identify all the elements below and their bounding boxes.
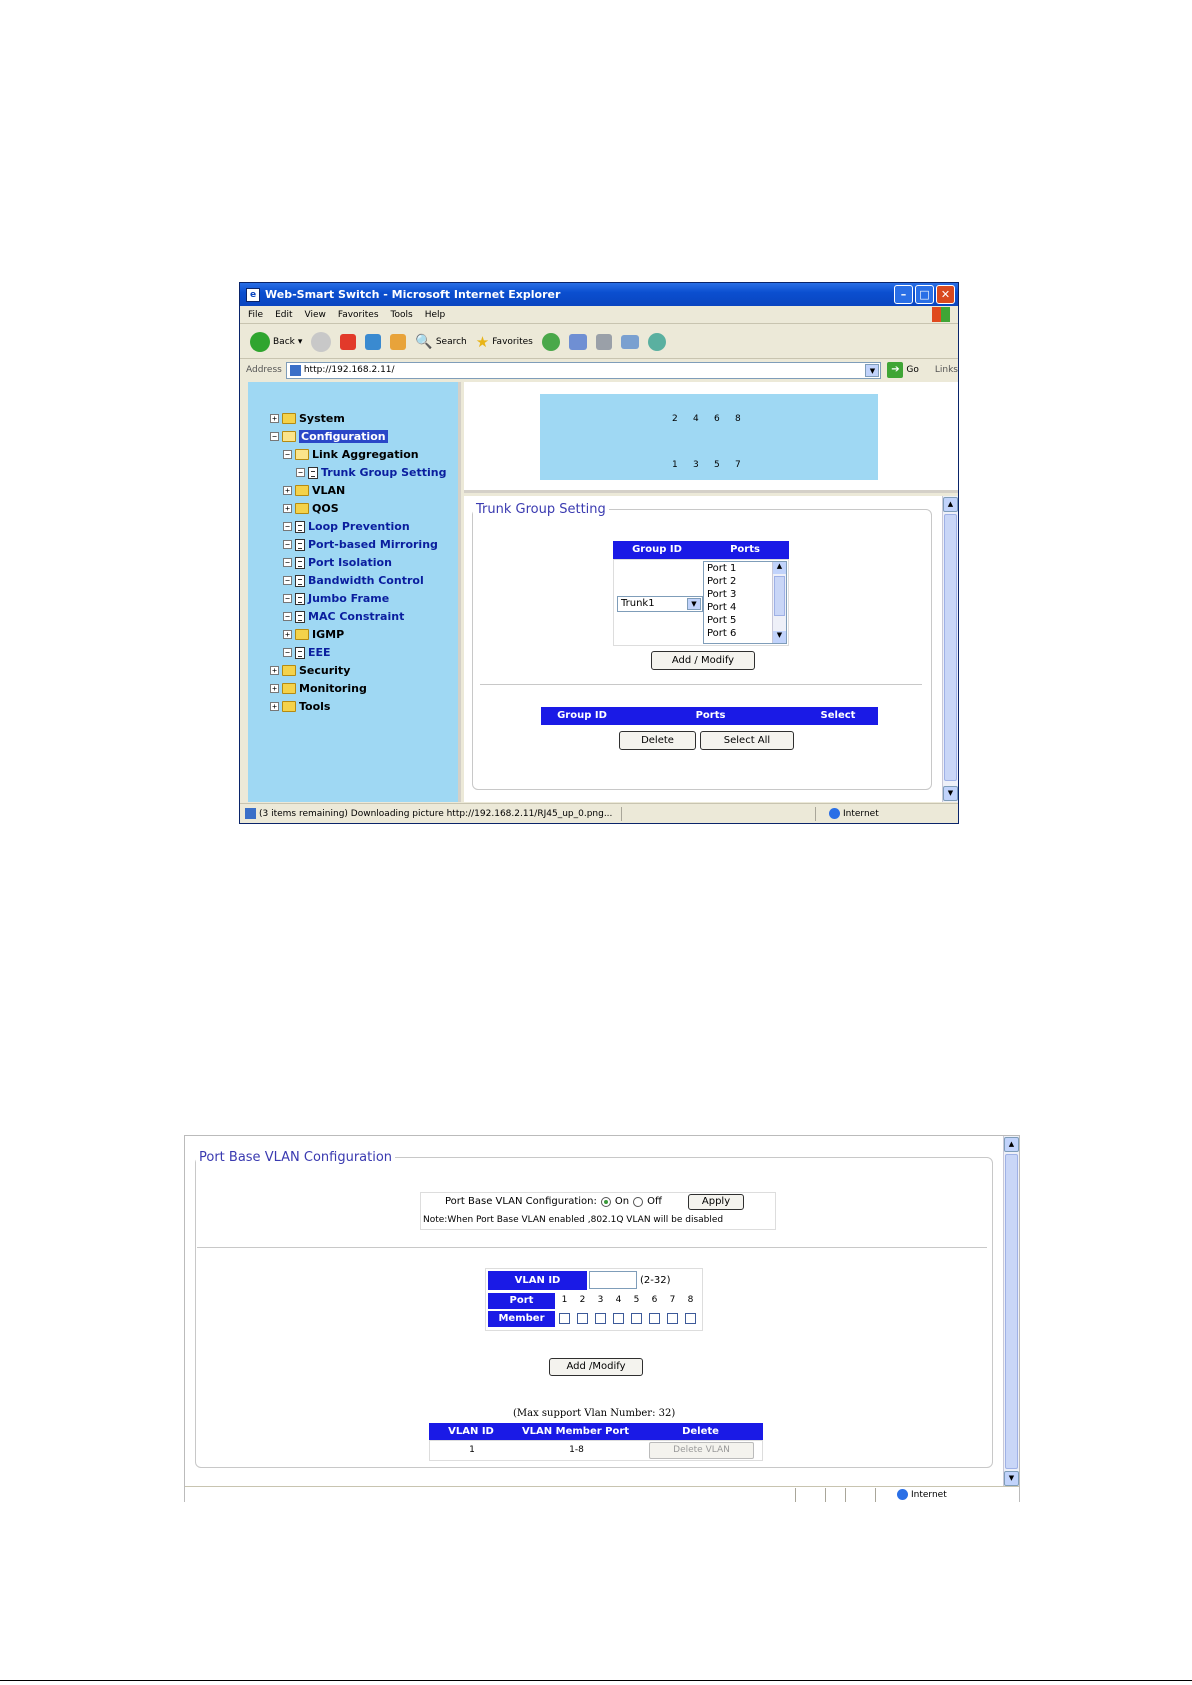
- select-all-button[interactable]: Select All: [700, 731, 794, 750]
- port-label-5[interactable]: 5: [714, 460, 720, 470]
- group-id-header: Group ID: [613, 541, 701, 559]
- search-label: Search: [435, 336, 467, 347]
- globe-icon: [829, 808, 840, 819]
- divider: [480, 684, 922, 685]
- tree-jumbo-frame[interactable]: − Jumbo Frame: [283, 592, 389, 605]
- print-icon[interactable]: [596, 334, 612, 350]
- vlan-config-row: [445, 1196, 662, 1207]
- tree-monitoring[interactable]: + Monitoring: [270, 682, 367, 695]
- page-icon: [295, 647, 305, 659]
- status-text: (3 items remaining) Downloading picture http://192.168.2.11/RJ45_up_0.png...: [259, 808, 613, 819]
- collapse-icon[interactable]: −: [283, 522, 292, 531]
- vlan-id-input[interactable]: [589, 1271, 637, 1289]
- menu-tools[interactable]: Tools: [390, 309, 413, 320]
- collapse-icon[interactable]: −: [296, 468, 305, 477]
- expand-icon[interactable]: +: [283, 504, 292, 513]
- browser-toolbar: [240, 325, 958, 359]
- apply-button[interactable]: Apply: [688, 1194, 744, 1210]
- port-number-4: 4: [615, 1295, 622, 1305]
- port-number-2: 2: [579, 1295, 586, 1305]
- delete-button[interactable]: Delete: [619, 731, 696, 750]
- tree-configuration[interactable]: − Configuration: [270, 430, 388, 443]
- port-label: Port: [488, 1293, 555, 1309]
- address-bar: [240, 360, 958, 380]
- port-label-1[interactable]: 1: [672, 460, 678, 470]
- row-vlan-id: 1: [469, 1445, 475, 1455]
- collapse-icon[interactable]: −: [283, 450, 292, 459]
- divider: [197, 1247, 987, 1248]
- scroll-thumb[interactable]: [1005, 1154, 1018, 1469]
- star-icon: ★: [475, 332, 490, 351]
- collapse-icon[interactable]: −: [283, 612, 292, 621]
- folder-icon: [295, 503, 309, 514]
- max-vlan-note: (Max support Vlan Number: 32): [513, 1408, 676, 1419]
- vlan-id-range: (2-32): [640, 1275, 671, 1286]
- close-button[interactable]: ✕: [936, 285, 955, 304]
- port-status-frame: [464, 382, 958, 493]
- group-id-select[interactable]: [617, 596, 703, 612]
- tree-system[interactable]: + System: [270, 412, 345, 425]
- member-checkbox-1[interactable]: [559, 1313, 570, 1324]
- radio-on-label: On: [614, 1196, 630, 1207]
- edit-icon[interactable]: [621, 335, 639, 349]
- tree-port-mirroring[interactable]: − Port-based Mirroring: [283, 538, 438, 551]
- page-icon: [295, 557, 305, 569]
- forward-button[interactable]: [311, 332, 331, 352]
- port-option[interactable]: Port 6: [707, 628, 737, 639]
- table-row: [429, 1440, 763, 1461]
- tree-security[interactable]: + Security: [270, 664, 350, 677]
- menu-favorites[interactable]: Favorites: [337, 309, 379, 320]
- tree-trunk-group-setting[interactable]: − Trunk Group Setting: [296, 466, 446, 479]
- messenger-icon[interactable]: [648, 333, 666, 351]
- page-icon: [290, 365, 301, 376]
- tree-tools[interactable]: + Tools: [270, 700, 330, 713]
- scroll-down-icon[interactable]: ▼: [1004, 1471, 1019, 1486]
- vlan-window: [184, 1135, 1020, 1502]
- list-select-header: Select: [798, 707, 878, 725]
- menu-edit[interactable]: Edit: [275, 309, 293, 320]
- windows-flag-icon: [932, 307, 950, 322]
- port-number-3: 3: [597, 1295, 604, 1305]
- folder-icon: [282, 683, 296, 694]
- collapse-icon[interactable]: −: [270, 432, 279, 441]
- page-icon: [295, 521, 305, 533]
- back-arrow-icon: [250, 332, 270, 352]
- tree-loop-prevention[interactable]: − Loop Prevention: [283, 520, 410, 533]
- menu-file[interactable]: File: [248, 309, 264, 320]
- collapse-icon[interactable]: −: [283, 648, 292, 657]
- page-icon: [295, 611, 305, 623]
- status-divider: [875, 1488, 876, 1502]
- status-divider: [795, 1488, 796, 1502]
- back-button[interactable]: Back ▾: [250, 332, 302, 352]
- status-divider: [815, 807, 816, 821]
- port-number-7: 7: [669, 1295, 676, 1305]
- collapse-icon[interactable]: −: [283, 558, 292, 567]
- member-checkbox-8[interactable]: [685, 1313, 696, 1324]
- folder-icon: [282, 701, 296, 712]
- ports-listbox[interactable]: [703, 561, 787, 644]
- vlan-config-label: Port Base VLAN Configuration:: [445, 1196, 597, 1207]
- mail-icon[interactable]: [569, 334, 587, 350]
- back-label: Back: [273, 336, 295, 347]
- zone-indicator: [897, 1489, 947, 1500]
- vlan-id-label: VLAN ID: [488, 1271, 587, 1290]
- tree-vlan[interactable]: + VLAN: [283, 484, 345, 497]
- collapse-icon[interactable]: −: [283, 576, 292, 585]
- address-input[interactable]: [286, 362, 882, 379]
- search-icon: 🔍: [415, 333, 433, 350]
- zone-indicator: [829, 808, 879, 819]
- port-option[interactable]: Port 5: [707, 615, 737, 626]
- member-checkbox-6[interactable]: [649, 1313, 660, 1324]
- folder-icon: [295, 629, 309, 640]
- status-bar: [240, 803, 958, 823]
- maximize-button[interactable]: □: [915, 285, 934, 304]
- ie-page-icon: e: [246, 288, 260, 302]
- port-number-6: 6: [651, 1295, 658, 1305]
- col-member-port: VLAN Member Port: [513, 1423, 638, 1440]
- scroll-up-icon[interactable]: ▲: [943, 497, 958, 512]
- refresh-icon[interactable]: [365, 334, 381, 350]
- window-title: Web-Smart Switch - Microsoft Internet Explorer: [265, 288, 561, 301]
- tree-port-isolation[interactable]: − Port Isolation: [283, 556, 392, 569]
- open-folder-icon: [282, 431, 296, 442]
- minimize-button[interactable]: –: [894, 285, 913, 304]
- page-icon: [295, 575, 305, 587]
- expand-icon[interactable]: +: [270, 666, 279, 675]
- port-label-4[interactable]: 4: [693, 414, 699, 424]
- tree-link-aggregation[interactable]: − Link Aggregation: [283, 448, 419, 461]
- title-bar: [240, 283, 958, 306]
- address-label: Address: [246, 365, 282, 375]
- list-ports-header: Ports: [623, 707, 798, 725]
- status-divider: [621, 807, 622, 821]
- folder-icon: [282, 413, 296, 424]
- list-group-id-header: Group ID: [541, 707, 623, 725]
- expand-icon[interactable]: +: [283, 486, 292, 495]
- vlan-add-modify-button[interactable]: Add /Modify: [549, 1358, 643, 1376]
- status-divider: [825, 1488, 826, 1502]
- page-icon: [295, 539, 305, 551]
- member-checkbox-3[interactable]: [595, 1313, 606, 1324]
- expand-icon[interactable]: +: [270, 702, 279, 711]
- search-button[interactable]: [415, 334, 466, 350]
- vlan-legend: Port Base VLAN Configuration: [199, 1150, 393, 1165]
- delete-vlan-button[interactable]: Delete VLAN: [649, 1442, 754, 1459]
- folder-icon: [282, 665, 296, 676]
- add-modify-button[interactable]: Add / Modify: [651, 651, 755, 670]
- collapse-icon[interactable]: −: [283, 540, 292, 549]
- port-label-3[interactable]: 3: [693, 460, 699, 470]
- tree-igmp[interactable]: + IGMP: [283, 628, 344, 641]
- radio-off[interactable]: [633, 1197, 643, 1207]
- main-frame: [464, 496, 958, 802]
- port-option[interactable]: Port 1: [707, 563, 737, 574]
- port-label-8[interactable]: 8: [735, 414, 741, 424]
- row-member-port: 1-8: [569, 1445, 584, 1455]
- zone-label: Internet: [911, 1489, 947, 1500]
- port-label-2[interactable]: 2: [672, 414, 678, 424]
- nav-frame: [248, 382, 461, 802]
- radio-off-label: Off: [647, 1196, 662, 1207]
- main-scrollbar[interactable]: [942, 496, 958, 802]
- listbox-scrollbar[interactable]: [772, 562, 786, 643]
- folder-icon: [295, 485, 309, 496]
- port-number-1: 1: [561, 1295, 568, 1305]
- chevron-down-icon[interactable]: ▼: [865, 364, 879, 377]
- page-icon: [308, 467, 318, 479]
- scroll-down-icon[interactable]: ▼: [943, 786, 958, 801]
- port-number-8: 8: [687, 1295, 694, 1305]
- history-icon[interactable]: [542, 333, 560, 351]
- tree-eee[interactable]: − EEE: [283, 646, 331, 659]
- scroll-up-icon[interactable]: ▲: [773, 562, 786, 574]
- page-icon: [295, 593, 305, 605]
- tree-mac-constraint[interactable]: − MAC Constraint: [283, 610, 404, 623]
- port-option[interactable]: Port 2: [707, 576, 737, 587]
- download-icon: [245, 808, 256, 819]
- expand-icon[interactable]: +: [270, 414, 279, 423]
- favorites-button[interactable]: [476, 333, 533, 351]
- favorites-label: Favorites: [492, 336, 533, 347]
- radio-on[interactable]: [601, 1197, 611, 1207]
- stop-icon[interactable]: [340, 334, 356, 350]
- address-url: http://192.168.2.11/: [303, 365, 395, 375]
- scroll-thumb[interactable]: [774, 576, 785, 616]
- menu-bar: [240, 306, 958, 324]
- status-divider: [845, 1488, 846, 1502]
- member-label: Member: [488, 1311, 555, 1327]
- go-button[interactable]: [887, 362, 918, 378]
- port-option[interactable]: Port 4: [707, 602, 737, 613]
- page-bottom-rule: [0, 1680, 1192, 1681]
- scroll-thumb[interactable]: [944, 514, 957, 781]
- vlan-status-bar: [185, 1486, 1019, 1502]
- zone-label: Internet: [843, 808, 879, 819]
- port-panel: [540, 394, 878, 480]
- vlan-scrollbar[interactable]: [1003, 1136, 1019, 1487]
- member-checkbox-2[interactable]: [577, 1313, 588, 1324]
- collapse-icon[interactable]: −: [283, 594, 292, 603]
- expand-icon[interactable]: +: [270, 684, 279, 693]
- go-arrow-icon: ➔: [887, 362, 903, 378]
- vlan-note: Note:When Port Base VLAN enabled ,802.1Q VLAN will be disabled: [423, 1215, 724, 1225]
- home-icon[interactable]: [390, 334, 406, 350]
- go-label: Go: [906, 365, 919, 375]
- chevron-down-icon[interactable]: ▼: [687, 598, 701, 610]
- port-label-6[interactable]: 6: [714, 414, 720, 424]
- group-id-value: Trunk1: [621, 598, 655, 609]
- menu-view[interactable]: View: [304, 309, 326, 320]
- col-vlan-id: VLAN ID: [429, 1423, 513, 1440]
- port-label-7[interactable]: 7: [735, 460, 741, 470]
- tree-bandwidth-control[interactable]: − Bandwidth Control: [283, 574, 424, 587]
- tree-qos[interactable]: + QOS: [283, 502, 339, 515]
- expand-icon[interactable]: +: [283, 630, 292, 639]
- globe-icon: [897, 1489, 908, 1500]
- open-folder-icon: [295, 449, 309, 460]
- scroll-up-icon[interactable]: ▲: [1004, 1137, 1019, 1152]
- member-checkbox-7[interactable]: [667, 1313, 678, 1324]
- scroll-down-icon[interactable]: ▼: [773, 631, 786, 643]
- col-delete: Delete: [638, 1423, 763, 1440]
- port-option[interactable]: Port 3: [707, 589, 737, 600]
- ports-header: Ports: [701, 541, 789, 559]
- ie-window: [239, 282, 959, 824]
- links-label[interactable]: Links: [934, 365, 958, 375]
- member-checkbox-5[interactable]: [631, 1313, 642, 1324]
- trunk-group-legend: Trunk Group Setting: [476, 502, 606, 517]
- menu-help[interactable]: Help: [424, 309, 446, 320]
- member-checkbox-4[interactable]: [613, 1313, 624, 1324]
- port-number-5: 5: [633, 1295, 640, 1305]
